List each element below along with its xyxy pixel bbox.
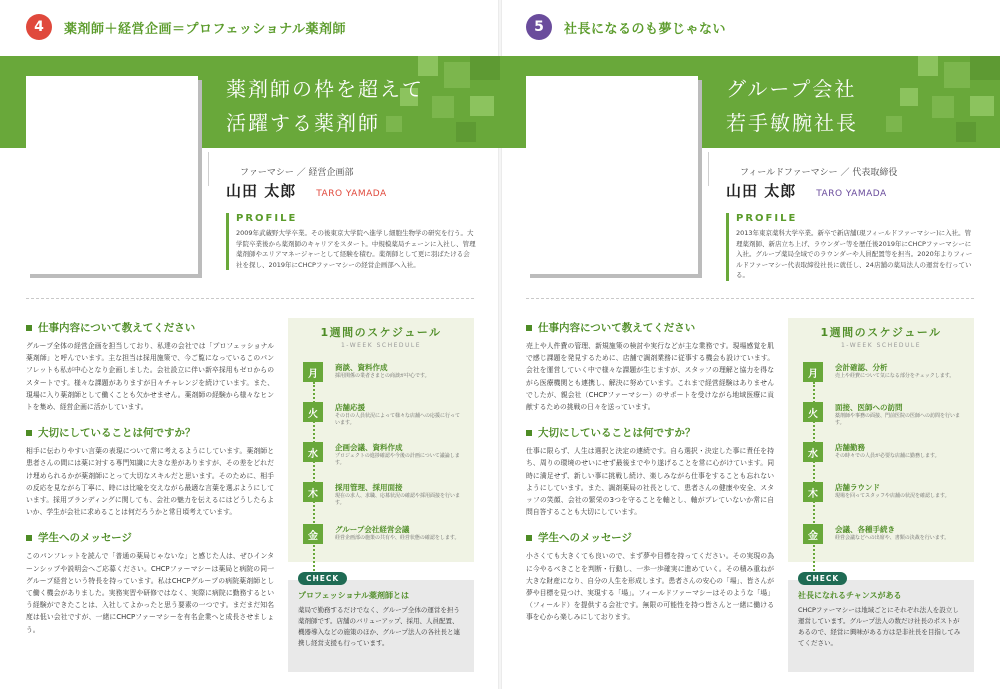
day-badge: 木 [803,482,823,502]
page-number-badge: 4 [26,14,52,40]
square-bullet-icon [526,325,532,331]
role-label: ファーマシー ／ 経営企画部 [240,168,354,178]
day-badge: 金 [803,524,823,544]
schedule-row [803,482,963,502]
check-box [288,574,474,672]
square-bullet-icon [526,430,532,436]
schedule-row [803,442,963,462]
day-badge: 火 [303,402,323,422]
question-text: 大切にしていることは何ですか？ [538,427,696,440]
question-heading [526,530,774,545]
check-badge: CHECK [798,572,847,585]
question-text: 学生へのメッセージ [538,532,632,545]
person-romaji: TARO YAMADA [816,189,887,199]
schedule-item-title: 店舗勤務 [835,443,865,452]
day-badge: 木 [303,482,323,502]
feature-title-line: 活躍する薬剤師 [226,111,380,135]
square-bullet-icon [526,535,532,541]
answer-text: 仕事に限らず、人生は選択と決定の連続です。自ら選択・決定した事に責任を持ち、周りの環境のせいにせず最後までやり遂げることを常に心がけています。同時に満足せず、新しい事に挑戦し続け、楽しみながら仕事をすることも忘れないようにしています。また、調剤薬局の社長として、患者さんの健康や安全、スタッフの笑顔、会社の繁栄の3つを守ることを軸とし、軸がブレていないか常に自問自答することも大切にしています。 [526,447,774,517]
schedule-item-title: 店舗応援 [335,403,365,412]
check-badge: CHECK [298,572,347,585]
schedule-subtitle: 1-WEEK SCHEDULE [340,342,422,349]
day-badge: 月 [803,362,823,382]
schedule-item-title: 採用管理、採用面接 [335,483,403,492]
feature-title-line: 若手敏腕社長 [726,111,858,135]
role-label: フィールドファーマシー ／ 代表取締役 [740,168,898,178]
schedule-row [803,362,963,382]
profile-photo [526,76,698,274]
feature-title-line: グループ会社 [726,77,857,101]
schedule-item-desc: 現在の求人、求職、応募状況の確認や採用面接を行います。 [335,493,461,506]
schedule-row [303,362,463,382]
page-header [526,14,726,40]
dashed-divider [526,298,974,299]
schedule-title: 1週間のスケジュール [320,326,442,339]
day-badge: 水 [303,442,323,462]
schedule-item-title: 店舗ラウンド [835,483,880,492]
schedule-item-title: グループ会社経営会議 [335,525,410,534]
check-text: 薬局で勤務するだけでなく、グループ全体の運営を担う薬剤師です。店舗のバリューアップ、採用、人員配置、機器導入などの施策のほか、グループ法人の各社長と連携し経営支援も行っています。 [298,606,460,647]
profile-box [226,213,476,270]
question-heading [526,320,774,335]
check-text: CHCPファーマシーは地域ごとにそれぞれ法人を設立し運営しています。グループ法人の数だけ社長のポストがあるので、経営に興味がある方は是非社長を目指してみてください。 [798,606,961,647]
check-box [788,574,974,672]
square-bullet-icon [26,325,32,331]
schedule-title: 1週間のスケジュール [820,326,942,339]
page-header-title: 社長になるのも夢じゃない [564,21,727,37]
schedule-item-desc: その日の人員状況によって様々な店舗への応援に行っています。 [335,413,461,426]
schedule-item-desc: 薬剤師や事務の面接、門前医院の医師への訪問を行います。 [835,413,961,426]
question-text: 大切にしていることは何ですか？ [38,427,196,440]
feature-title [226,72,424,140]
schedule-item-title: 会議、各種手続き [835,525,895,534]
profile-photo [26,76,198,274]
name-block [226,180,387,201]
schedule-row [303,402,463,427]
answer-text: グループ全体の経営企画を担当しており、私達の会社では「プロフェッショナル薬剤師」と呼んでいます。主な担当は採用施策で、今ご覧になっているこのパンフレットも私が中心となり企画しました。会社設立に伴い新卒採用もゼロからのスタートです。様々な課題がありますが日々チャレンジを続けています。また、現場に入り薬剤師として働くことも欠かせません。薬剤師の経験から様々なヒントを集め、経営企画に活かしています。 [26,342,274,412]
weekly-schedule [788,318,974,562]
interview-column [26,320,274,648]
profile-box [726,213,976,281]
answer-text: このパンフレットを読んで「普通の薬局じゃないな」と感じた人は、ぜひインターンシップや説明会へご応募ください。CHCPファーマシーは薬局と病院の同一グループ経営という特長を持っています。私はCHCPグループの病院薬剤師として働く機会がありました。実務実習や研修ではなく、実際に病院に勤務するという経験ができたことは、入社してよかったと思う要素の一つです。まだまだ知名度は低い会社ですが、一緒にCHCPファーマシーを有名企業へと成長させましょう。 [26,552,274,634]
feature-title [726,72,858,140]
schedule-row [803,524,963,544]
schedule-subtitle: 1-WEEK SCHEDULE [840,342,922,349]
page-number-badge: 5 [526,14,552,40]
check-title: 社長になれるチャンスがある [798,591,902,600]
schedule-item-title: 面接、医師への訪問 [835,403,903,412]
question-text: 仕事内容について教えてください [538,322,696,334]
schedule-item-desc: 経営企画部の施策の共有や、経営状態の確認をします。 [335,535,460,541]
day-badge: 月 [303,362,323,382]
page-5 [500,0,1000,689]
question-heading [26,530,274,545]
schedule-item-desc: 現場を回ってスタッフや店舗の状況を確認します。 [835,493,950,499]
name-block [726,180,887,201]
schedule-item-desc: 採用関係の業者さまとの商談が中心です。 [335,373,430,379]
divider [708,152,709,186]
schedule-row [803,402,963,427]
weekly-schedule [288,318,474,562]
schedule-item-title: 企画会議、資料作成 [335,443,403,452]
day-badge: 水 [803,442,823,462]
schedule-item-desc: 経営会議などへの出席や、書類の決裁を行います。 [835,535,950,541]
square-bullet-icon [26,535,32,541]
profile-heading: PROFILE [236,213,298,224]
schedule-row [303,442,463,467]
interview-column [526,320,774,636]
schedule-row [303,524,463,544]
square-bullet-icon [26,430,32,436]
schedule-item-desc: その時々での人員が必要な店舗に勤務します。 [835,453,940,459]
schedule-item-desc: 売上や経費について気になる部分をチェックします。 [835,373,955,379]
profile-heading: PROFILE [736,213,798,224]
day-badge: 金 [303,524,323,544]
day-badge: 火 [803,402,823,422]
schedule-item-title: 商談、資料作成 [335,363,388,372]
schedule-row [303,482,463,507]
profile-text: 2013年東京薬科大学卒業。新卒で新店舗(現フィールドファーマシー)に入社。管理薬剤師、新店立ち上げ、ラウンダー等を歴任後2019年にCHCPファーマシーに入社。グループ薬局全域でのラウンダーや人員配置等を担当。2020年よりフィールドファーマシー代表取締役社長に就任し、24店舗の薬局法人の運営を行っている。 [736,229,973,279]
schedule-item-desc: プロジェクトの進捗確認や今後の計画について議論します。 [335,453,460,466]
dashed-divider [26,298,474,299]
answer-text: 小さくても大きくても良いので、まず夢や目標を持ってください。その実現の為に今やるべきことを判断・行動し、一歩一歩確実に進めていく。その積み重ねが大きな財産になり、自分の人生を形成します。患者さんの安心の「場」、皆さんが夢や目標を見つけ、実現する「場」。フィールドファーマシーはそのような「場」（フィールド）を提供する会社です。無限の可能性を持つ皆さんと一緒に働ける事を心から楽しみにしております。 [526,552,774,622]
divider [208,152,209,186]
question-heading [526,425,774,440]
check-title: プロフェッショナル薬剤師とは [298,591,410,600]
page-header-title: 薬剤師＋経営企画＝プロフェッショナル薬剤師 [64,21,346,37]
answer-text: 相手に伝わりやすい言葉の表現について常に考えるようにしています。薬剤師と患者さんの間には薬に対する専門知識に大きな差がありますが、その差をどれだけ埋められるかが薬剤師にとって大切なスキルだと思います。そのために、相手の反応を見ながら丁寧に、時には比喩を交えながら最適な言葉を選ぶようにしています。採用ブランディングに関しても、会社の魅力を伝えるにはどうしたらよいか、学生が会社に求めることは何だろうかと常日頃考えています。 [26,447,274,517]
question-heading [26,425,274,440]
profile-text: 2009年武蔵野大学卒業。その後東京大学院へ進学し細胞生物学の研究を行う。大学院卒業後から薬剤師のキャリアをスタート。中規模薬局チェーンに入社し、管理薬剤師やエリアマネージャーとして経験を積む。薬剤師として更に羽ばたける会社を探し、2019年にCHCPファーマシーの経営企画部へ入社。 [236,229,476,269]
page-header [26,14,346,40]
person-romaji: TARO YAMADA [316,189,387,199]
person-name: 山田 太郎 [726,182,797,200]
feature-title-line: 薬剤師の枠を超えて [226,77,424,101]
question-text: 仕事内容について教えてください [38,322,196,334]
question-text: 学生へのメッセージ [38,532,132,545]
answer-text: 売上や人件費の管理、新規施策の検討や実行などが主な業務です。現場感覚を肌で感じ課題を発見するために、店舗で調剤業務に従事する機会も設けています。会社を運営していく中で様々な課題が生じますが、スタッフの理解と協力を得ながら医療機関とも連携し、解決に努めています。これまで経営経験はありませんでしたが、親会社（CHCPファーマシー）のサポートを受けながら地域医療に貢献するための挑戦の日々を送っています。 [526,342,774,412]
person-name: 山田 太郎 [226,182,297,200]
question-heading [26,320,274,335]
schedule-item-title: 会計確認、分析 [835,363,888,372]
